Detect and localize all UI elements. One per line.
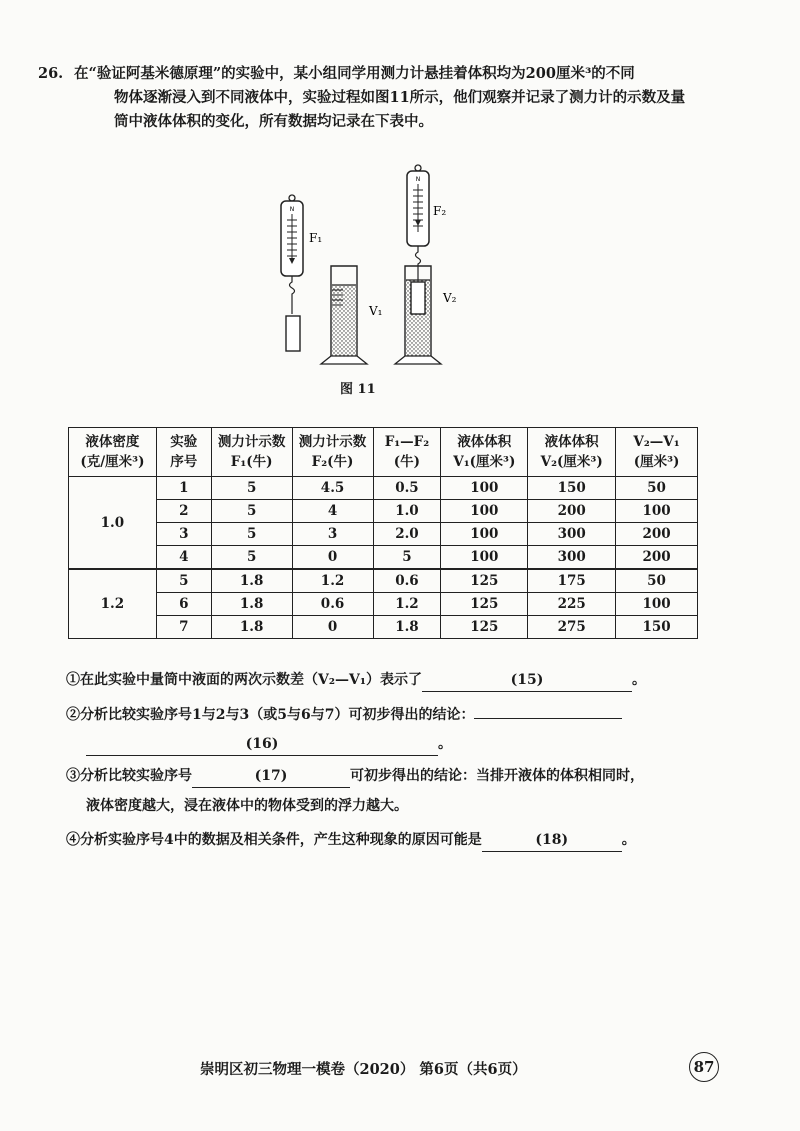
table-cell: 4.5: [292, 477, 373, 500]
table-cell: 1.8: [211, 593, 292, 616]
figure-11: [265, 160, 475, 370]
table-cell: 1.2: [373, 593, 441, 616]
header-f2: 测力计示数 F₂(牛): [292, 428, 373, 477]
header-f1: 测力计示数 F₁(牛): [211, 428, 292, 477]
subquestion-4-text: ④分析实验序号4中的数据及相关条件，产生这种现象的原因可能是: [66, 832, 482, 848]
label-v2: V₂: [443, 291, 457, 305]
table-cell: 5: [211, 477, 292, 500]
subquestion-1-text: ①在此实验中量筒中液面的两次示数差（V₂—V₁）表示了: [66, 672, 422, 688]
table-cell: 6: [156, 593, 211, 616]
header-v2: 液体体积 V₂(厘米³): [528, 428, 616, 477]
label-f2: F₂: [433, 204, 447, 218]
table-cell: 2.0: [373, 523, 441, 546]
table-cell: 300: [528, 546, 616, 570]
answer-blank-16-line1[interactable]: [474, 718, 622, 719]
table-row: [69, 477, 698, 500]
table-cell: 175: [528, 569, 616, 593]
answer-blank-15[interactable]: (15): [422, 669, 632, 692]
table-row: [69, 616, 698, 639]
page-footer: 崇明区初三物理一模卷（2020） 第6页（共6页）: [200, 1061, 527, 1078]
table-cell: 0.6: [292, 593, 373, 616]
answer-blank-16[interactable]: (16): [86, 733, 438, 756]
table-cell: 125: [441, 593, 528, 616]
data-table: [68, 427, 698, 639]
table-row: [69, 500, 698, 523]
spring-scale-1: [281, 195, 303, 351]
table-cell: 100: [441, 523, 528, 546]
header-density: 液体密度 (克/厘米³): [69, 428, 157, 477]
header-f1-minus-f2: F₁—F₂ (牛): [373, 428, 441, 477]
measuring-cylinder-1: [321, 266, 367, 364]
table-cell: 100: [616, 593, 698, 616]
table-cell: 0.5: [373, 477, 441, 500]
label-v1: V₁: [369, 304, 383, 318]
page-number-badge: 87: [689, 1052, 719, 1082]
subquestion-2-text: ②分析比较实验序号1与2与3（或5与6与7）可初步得出的结论：: [66, 707, 475, 723]
figure-caption: 图 11: [340, 382, 376, 397]
answer-blank-17[interactable]: (17): [192, 765, 350, 788]
spring-scale-2: [407, 165, 429, 280]
table-cell: 100: [441, 546, 528, 570]
table-cell: 7: [156, 616, 211, 639]
hanging-block-2: [411, 282, 425, 314]
subquestion-1: [66, 669, 746, 692]
table-row: [69, 546, 698, 570]
table-cell: 275: [528, 616, 616, 639]
table-cell: 150: [616, 616, 698, 639]
table-cell: 125: [441, 616, 528, 639]
header-v1: 液体体积 V₁(厘米³): [441, 428, 528, 477]
table-cell: 3: [156, 523, 211, 546]
scale-2-unit: N: [415, 176, 421, 183]
table-cell: 1: [156, 477, 211, 500]
table-cell: 1.8: [373, 616, 441, 639]
question-line-2: 物体逐渐浸入到不同液体中，实验过程如图11所示，他们观察并记录了测力计的示数及量: [114, 89, 686, 106]
table-cell: 0: [292, 546, 373, 570]
density-cell: 1.2: [69, 569, 157, 639]
question-line-3: 筒中液体体积的变化，所有数据均记录在下表中。: [114, 113, 433, 130]
table-cell: 225: [528, 593, 616, 616]
table-cell: 2: [156, 500, 211, 523]
question-line-1: 在“验证阿基米德原理”的实验中，某小组同学用测力计悬挂着体积均为200厘米³的不同: [74, 65, 635, 82]
label-f1: F₁: [309, 231, 323, 245]
table-cell: 1.8: [211, 569, 292, 593]
table-cell: 200: [528, 500, 616, 523]
answer-blank-18[interactable]: (18): [482, 829, 622, 852]
table-cell: 5: [211, 546, 292, 570]
hanging-block-1: [286, 316, 300, 351]
subquestion-3-text: ③分析比较实验序号: [66, 768, 192, 784]
figure-11-drawing: [265, 160, 475, 370]
table-cell: 150: [528, 477, 616, 500]
table-cell: 200: [616, 546, 698, 570]
table-cell: 300: [528, 523, 616, 546]
header-trial: 实验 序号: [156, 428, 211, 477]
question-number: 26.: [38, 65, 64, 82]
subquestion-4-end: 。: [621, 832, 636, 848]
table-header-row: [69, 428, 698, 477]
table-cell: 5: [211, 500, 292, 523]
table-cell: 1.8: [211, 616, 292, 639]
table-cell: 125: [441, 569, 528, 593]
table-cell: 0.6: [373, 569, 441, 593]
table-cell: 50: [616, 477, 698, 500]
subquestion-3-line-2: 液体密度越大，浸在液体中的物体受到的浮力越大。: [86, 798, 408, 814]
table-cell: 1.2: [292, 569, 373, 593]
table-cell: 5: [211, 523, 292, 546]
subquestion-3: [66, 765, 746, 788]
table-cell: 4: [156, 546, 211, 570]
table-cell: 100: [616, 500, 698, 523]
table-cell: 100: [441, 500, 528, 523]
table-cell: 1.0: [373, 500, 441, 523]
scale-1-unit: N: [289, 206, 295, 213]
subquestion-2-continued: [86, 733, 766, 756]
density-cell: 1.0: [69, 477, 157, 570]
subquestion-4: [66, 829, 746, 852]
table-row: [69, 593, 698, 616]
table-cell: 100: [441, 477, 528, 500]
table-cell: 4: [292, 500, 373, 523]
table-cell: 200: [616, 523, 698, 546]
table-cell: 0: [292, 616, 373, 639]
measuring-cylinder-2: [395, 266, 441, 364]
subquestion-2-end: 。: [438, 736, 452, 752]
table-cell: 3: [292, 523, 373, 546]
header-v2-minus-v1: V₂—V₁ (厘米³): [616, 428, 698, 477]
table-row: [69, 523, 698, 546]
subquestion-3-after: 可初步得出的结论：当排开液体的体积相同时，: [350, 768, 644, 784]
subquestion-1-end: 。: [632, 672, 646, 688]
table-row: [69, 569, 698, 593]
table-cell: 5: [373, 546, 441, 570]
subquestion-2: [66, 704, 746, 726]
table-cell: 5: [156, 569, 211, 593]
table-cell: 50: [616, 569, 698, 593]
